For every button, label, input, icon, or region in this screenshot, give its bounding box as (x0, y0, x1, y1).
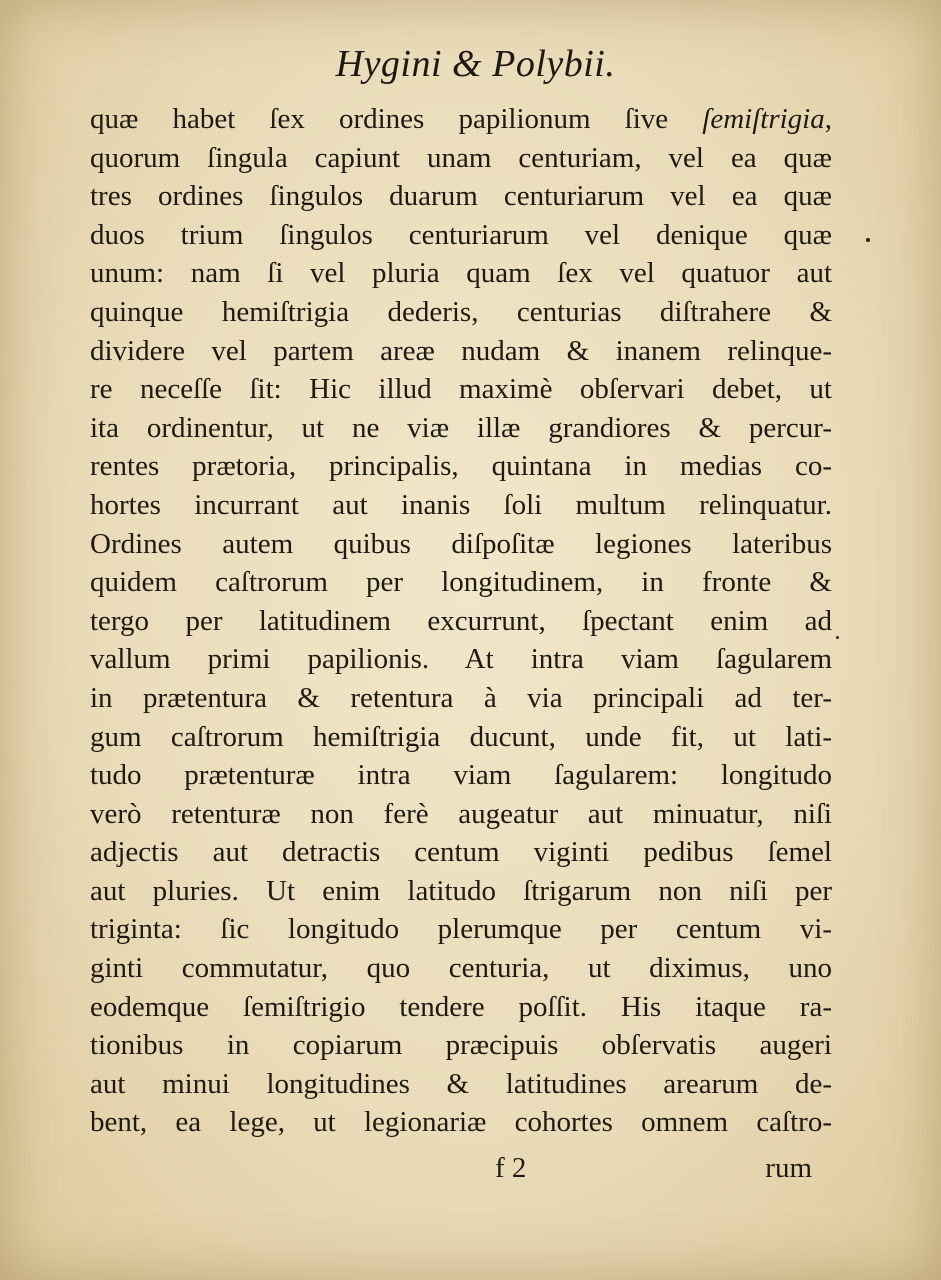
catchword: rum (765, 1152, 812, 1184)
text-line (90, 293, 832, 332)
ink-speck (866, 238, 870, 242)
text-line (90, 177, 832, 216)
text-line-roman: Ordines autem quibus diſpoſitæ legiones lateribus (90, 527, 832, 560)
text-line (90, 679, 832, 718)
text-line-roman: aut pluries. Ut enim latitudo ſtrigarum non niſi per (90, 874, 832, 907)
text-line-roman: ginti commutatur, quo centuria, ut diximus, uno (90, 952, 832, 985)
text-line (90, 602, 832, 641)
page-footer (90, 1152, 812, 1192)
text-line-roman: ita ordinentur, ut ne viæ illæ grandiores & percur- (90, 411, 832, 444)
text-line (90, 486, 832, 525)
text-line (90, 833, 832, 872)
text-line-roman: quæ habet ſex ordines papilionum ſive (90, 103, 703, 135)
text-line (90, 1026, 832, 1065)
text-line (90, 718, 832, 757)
text-line-roman: aut minui longitudines & latitudines arearum de- (90, 1067, 832, 1100)
text-line-roman: dividere vel partem areæ nudam & inanem relinque- (90, 334, 832, 367)
text-line-roman: tudo prætenturæ intra viam ſagularem: longitudo (90, 759, 832, 792)
text-line (90, 756, 832, 795)
text-line-roman: adjectis aut detractis centum viginti pedibus ſemel (90, 836, 832, 869)
text-line (90, 447, 832, 486)
text-line-roman: bent, ea lege, ut legionariæ cohortes omnem caſtro- (90, 1106, 832, 1139)
text-line-roman: hortes incurrant aut inanis ſoli multum relinquatur. (90, 488, 832, 521)
text-line-roman: in prætentura & retentura à via principali ad ter- (90, 681, 832, 714)
text-line (90, 216, 832, 255)
text-line-roman: unum: nam ſi vel pluria quam ſex vel quatuor aut (90, 257, 832, 290)
text-line (90, 1065, 832, 1104)
text-line (90, 1103, 832, 1142)
ink-speck (836, 636, 839, 639)
text-line-roman: quorum ſingula capiunt unam centuriam, vel ea quæ (90, 141, 832, 174)
text-line-roman: verò retenturæ non ferè augeatur aut minuatur, niſi (90, 797, 832, 830)
text-line (90, 332, 832, 371)
text-line-roman: re neceſſe ſit: Hic illud maximè obſervari debet, ut (90, 373, 832, 406)
text-line (90, 910, 832, 949)
text-line (90, 409, 832, 448)
text-line (90, 100, 832, 139)
text-line (90, 370, 832, 409)
text-line (90, 949, 832, 988)
text-line-trailing: , (824, 103, 832, 135)
text-line-roman: vallum primi papilionis. At intra viam ſagularem (90, 643, 832, 676)
text-line (90, 525, 832, 564)
text-line-roman: quinque hemiſtrigia dederis, centurias diſtrahere & (90, 295, 832, 328)
text-line-roman: rentes prætoria, principalis, quintana in medias co- (90, 450, 832, 483)
signature-mark: f 2 (495, 1152, 527, 1184)
text-line-roman: tionibus in copiarum præcipuis obſervatis augeri (90, 1029, 832, 1062)
running-head: Hygini & Polybii. (335, 43, 616, 85)
text-line (90, 988, 832, 1027)
text-line-roman: triginta: ſic longitudo plerumque per centum vi- (90, 913, 832, 946)
text-line-roman: gum caſtrorum hemiſtrigia ducunt, unde fit, ut lati- (90, 720, 832, 753)
text-line-roman: tergo per latitudinem excurrunt, ſpectant enim ad (90, 604, 832, 637)
text-line-roman: duos trium ſingulos centuriarum vel denique quæ (90, 218, 832, 251)
text-line-italic: ſemiſtrigia (702, 103, 825, 135)
text-line (90, 872, 832, 911)
text-line-roman: quidem caſtrorum per longitudinem, in fronte & (90, 566, 832, 599)
text-line (90, 640, 832, 679)
body-text (90, 100, 832, 1142)
text-line (90, 795, 832, 834)
text-line-roman: tres ordines ſingulos duarum centuriarum vel ea quæ (90, 180, 832, 213)
text-line (90, 139, 832, 178)
text-line (90, 563, 832, 602)
text-line-roman: eodemque ſemiſtrigio tendere poſſit. His itaque ra- (90, 990, 832, 1023)
text-line (90, 254, 832, 293)
